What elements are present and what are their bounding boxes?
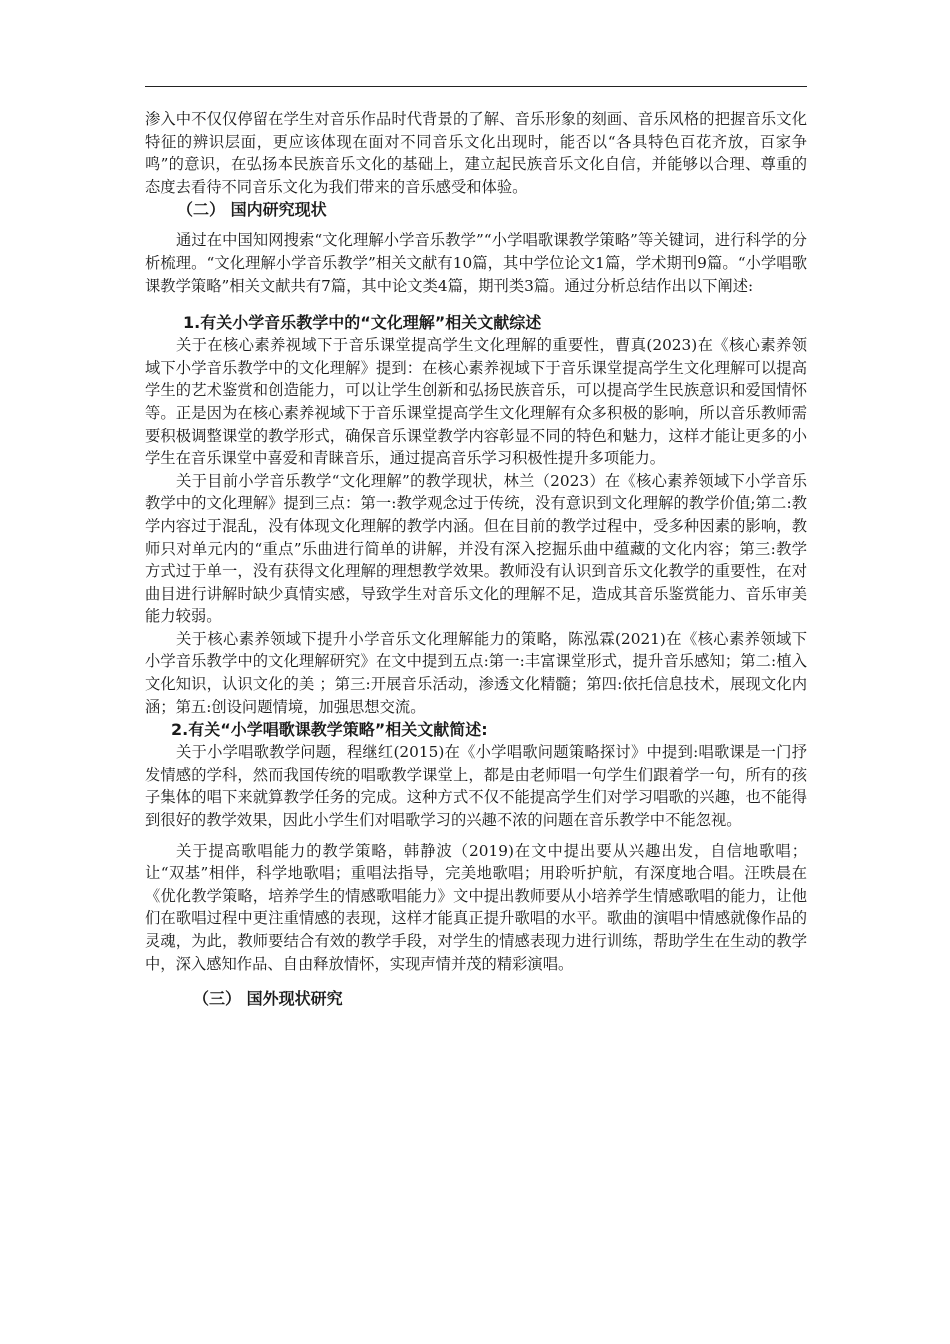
header-rule [145, 86, 807, 87]
section-heading-domestic-research: （二） 国内研究现状 [177, 200, 327, 220]
paragraph-cheng-jihong: 关于小学唱歌教学问题，程继红(2015)在《小学唱歌问题策略探讨》中提到:唱歌课是一门抒发情感的学科，然而我国传统的唱歌教学课堂上，都是由老师唱一句学生们跟着学一句，所有的孩子集体的唱下来就算教学任务的完成。这种方式不仅不能提高学生们对学习唱歌的兴趣，也不能得到很好的教学效果，因此小学生们对唱歌学习的兴趣不浓的问题在音乐教学中不能忽视。 [145, 743, 807, 830]
paragraph-chen-honglin: 关于核心素养领域下提升小学音乐文化理解能力的策略，陈泓霖(2021)在《核心素养领域下小学音乐教学中的文化理解研究》在文中提到五点:第一:丰富课堂形式，提升音乐感知；第二:植入文化知识，认识文化的美 ；第三:开展音乐活动，渗透文化精髓；第四:依托信息技术，展现文化内涵；第五:创设问题情境，加强思想交流。 [145, 629, 807, 716]
section-heading-foreign-research: （三） 国外现状研究 [193, 989, 343, 1009]
paragraph-search-summary: 通过在中国知网搜索“文化理解小学音乐教学”“小学唱歌课教学策略”等关键词，进行科学的分析梳理。“文化理解小学音乐教学”相关文献有10篇，其中学位论文1篇，学术期刊9篇。“小学唱歌课教学策略”相关文献共有7篇，其中论文类4篇，期刊类3篇。通过分析总结作出以下阐述: [145, 231, 807, 295]
subheading-cultural-understanding: 1.有关小学音乐教学中的“文化理解”相关文献综述 [183, 313, 542, 333]
document-page [145, 0, 807, 1344]
paragraph-cao-zhen: 关于在核心素养视域下于音乐课堂提高学生文化理解的重要性，曹真(2023)在《核心素养领域下小学音乐教学中的文化理解》提到：在核心素养视域下于音乐课堂提高学生文化理解可以提高学生的艺术鉴赏和创造能力，可以让学生创新和弘扬民族音乐，可以提高学生民族意识和爱国情怀等。正是因为在核心素养视域下于音乐课堂提高学生文化理解有众多积极的影响，所以音乐教师需要积极调整课堂的教学形式，确保音乐课堂教学内容彰显不同的特色和魅力，这样才能让更多的小学生在音乐课堂中喜爱和青睐音乐，通过提高音乐学习积极性提升多项能力。 [145, 336, 807, 468]
paragraph-lin-lan: 关于目前小学音乐教学“文化理解”的教学现状，林兰（2023）在《核心素养领域下小学音乐教学中的文化理解》提到三点：第一:教学观念过于传统，没有意识到文化理解的教学价值;第二:教学内容过于混乱，没有体现文化理解的教学内涵。但在目前的教学过程中，受多种因素的影响，教师只对单元内的“重点”乐曲进行简单的讲解，并没有深入挖掘乐曲中蕴藏的文化内容；第三:教学方式过于单一，没有获得文化理解的理想教学效果。教师没有认识到音乐文化教学的重要性，在对曲目进行讲解时缺少真情实感，导致学生对音乐文化的理解不足，造成其音乐鉴赏能力、音乐审美能力较弱。 [145, 471, 807, 626]
paragraph-han-jingbo: 关于提高歌唱能力的教学策略，韩静波（2019)在文中提出要从兴趣出发，自信地歌唱；让“双基”相伴，科学地歌唱；重唱法指导，完美地歌唱；用聆听护航，有深度地合唱。汪昳晨在《优化教学策略，培养学生的情感歌唱能力》文中提出教师要从小培养学生情感歌唱的能力，让他们在歌唱过程中更注重情感的表现，这样才能真正提升歌唱的水平。歌曲的演唱中情感就像作品的灵魂，为此，教师要结合有效的教学手段，对学生的情感表现力进行训练，帮助学生在生动的教学中，深入感知作品、自由释放情怀，实现声情并茂的精彩演唱。 [145, 841, 807, 973]
paragraph-continuation: 渗入中不仅仅停留在学生对音乐作品时代背景的了解、音乐形象的刻画、音乐风格的把握音乐文化特征的辨识层面，更应该体现在面对不同音乐文化出现时，能否以“各具特色百花齐放，百家争鸣”的意识，在弘扬本民族音乐文化的基础上，建立起民族音乐文化自信，并能够以合理、尊重的态度去看待不同音乐文化为我们带来的音乐感受和体验。 [145, 110, 807, 196]
page-content [145, 108, 807, 1011]
subheading-singing-strategy: 2.有关“小学唱歌课教学策略”相关文献简述: [171, 720, 488, 740]
